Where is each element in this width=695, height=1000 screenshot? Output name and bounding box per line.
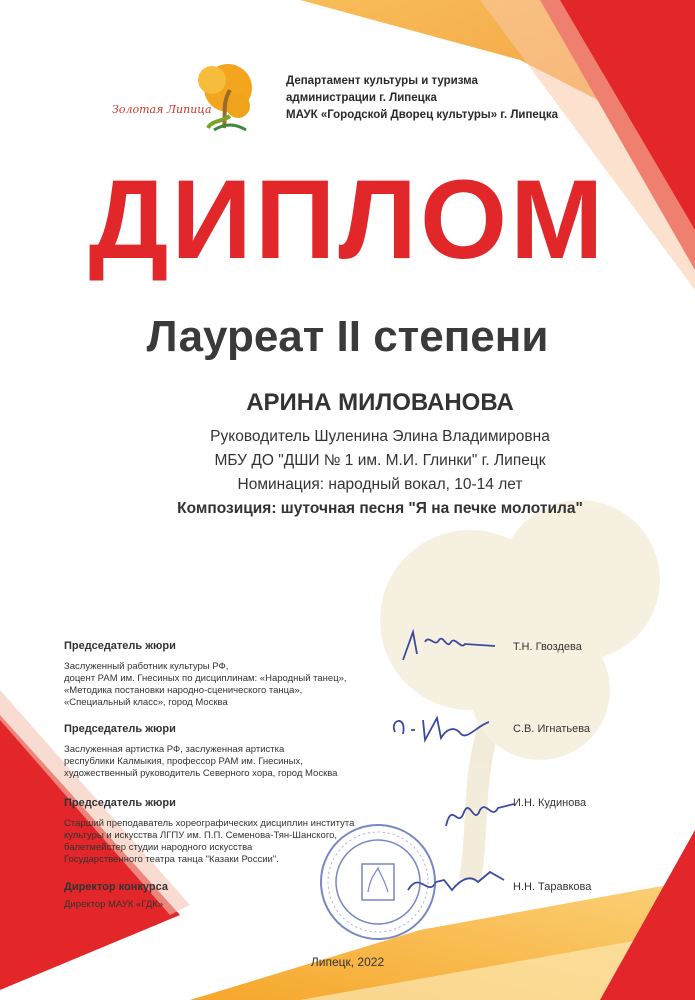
jury-desc-line: культуры и искусства ЛГПУ им. П.П. Семенова-Тян-Шанского,: [64, 830, 338, 841]
signatory-name: И.Н. Кудинова: [513, 797, 587, 809]
jury-description: [64, 744, 364, 780]
nomination-line: Номинация: народный вокал, 10-14 лет: [237, 476, 523, 493]
jury-desc-line: Государственного театра танца "Казаки России".: [64, 854, 279, 865]
jury-heading: Председатель жюри: [64, 797, 176, 809]
organizer-line: администрации г. Липецка: [286, 92, 437, 104]
jury-description: [64, 661, 364, 709]
official-stamp: [318, 822, 438, 942]
signature-mark: [395, 620, 505, 670]
signature-mark: [440, 790, 520, 835]
director-desc-line: Директор МАУК «ГДК»: [64, 899, 164, 910]
jury-desc-line: Заслуженный работник культуры РФ,: [64, 661, 229, 672]
organizer-line: МАУК «Городской Дворец культуры» г. Липецка: [286, 109, 559, 121]
signatory-name: Т.Н. Гвоздева: [513, 641, 582, 653]
jury-desc-line: Старший преподаватель хореографических дисциплин института: [64, 818, 355, 829]
jury-block-2: [64, 723, 364, 780]
jury-desc-line: Заслуженная артистка РФ, заслуженная артистка: [64, 744, 285, 755]
leader-line: Руководитель Шуленина Элина Владимировна: [210, 428, 550, 445]
jury-desc-line: художественный руководитель Северного хора, город Москва: [64, 768, 338, 779]
diploma-title: ДИПЛОМ: [88, 157, 607, 282]
composition-line: Композиция: шуточная песня "Я на печке молотила": [177, 500, 583, 517]
jury-heading: Председатель жюри: [64, 723, 176, 735]
jury-desc-line: доцент РАМ им. Гнесиных по дисциплинам: «Народный танец»,: [64, 673, 347, 684]
jury-block-1: [64, 640, 364, 709]
award-details: [0, 425, 695, 521]
jury-desc-line: «Методика постановки народно-сценического танца»,: [64, 685, 303, 696]
director-heading: Директор конкурса: [64, 881, 168, 893]
jury-desc-line: республики Калмыкия, профессор РАМ им. Гнесиных,: [64, 756, 303, 767]
jury-desc-line: «Специальный класс», город Москва: [64, 697, 228, 708]
jury-heading: Председатель жюри: [64, 640, 176, 652]
signatory-name: Н.Н. Таравкова: [513, 881, 592, 893]
organizer-block: [286, 73, 558, 124]
organizer-line: Департамент культуры и туризма: [286, 75, 478, 87]
school-line: МБУ ДО "ДШИ № 1 им. М.И. Глинки" г. Липецк: [214, 452, 546, 469]
laureate-degree: Лауреат II степени: [146, 312, 549, 361]
jury-desc-line: балетмейстер студии народного искусства: [64, 842, 253, 853]
place-date: Липецк, 2022: [310, 955, 385, 969]
signatory-name: С.В. Игнатьева: [513, 723, 591, 735]
signature-mark: [385, 700, 505, 750]
logo-text: Золотая Липица: [112, 103, 212, 116]
participant-name: АРИНА МИЛОВАНОВА: [246, 389, 514, 416]
